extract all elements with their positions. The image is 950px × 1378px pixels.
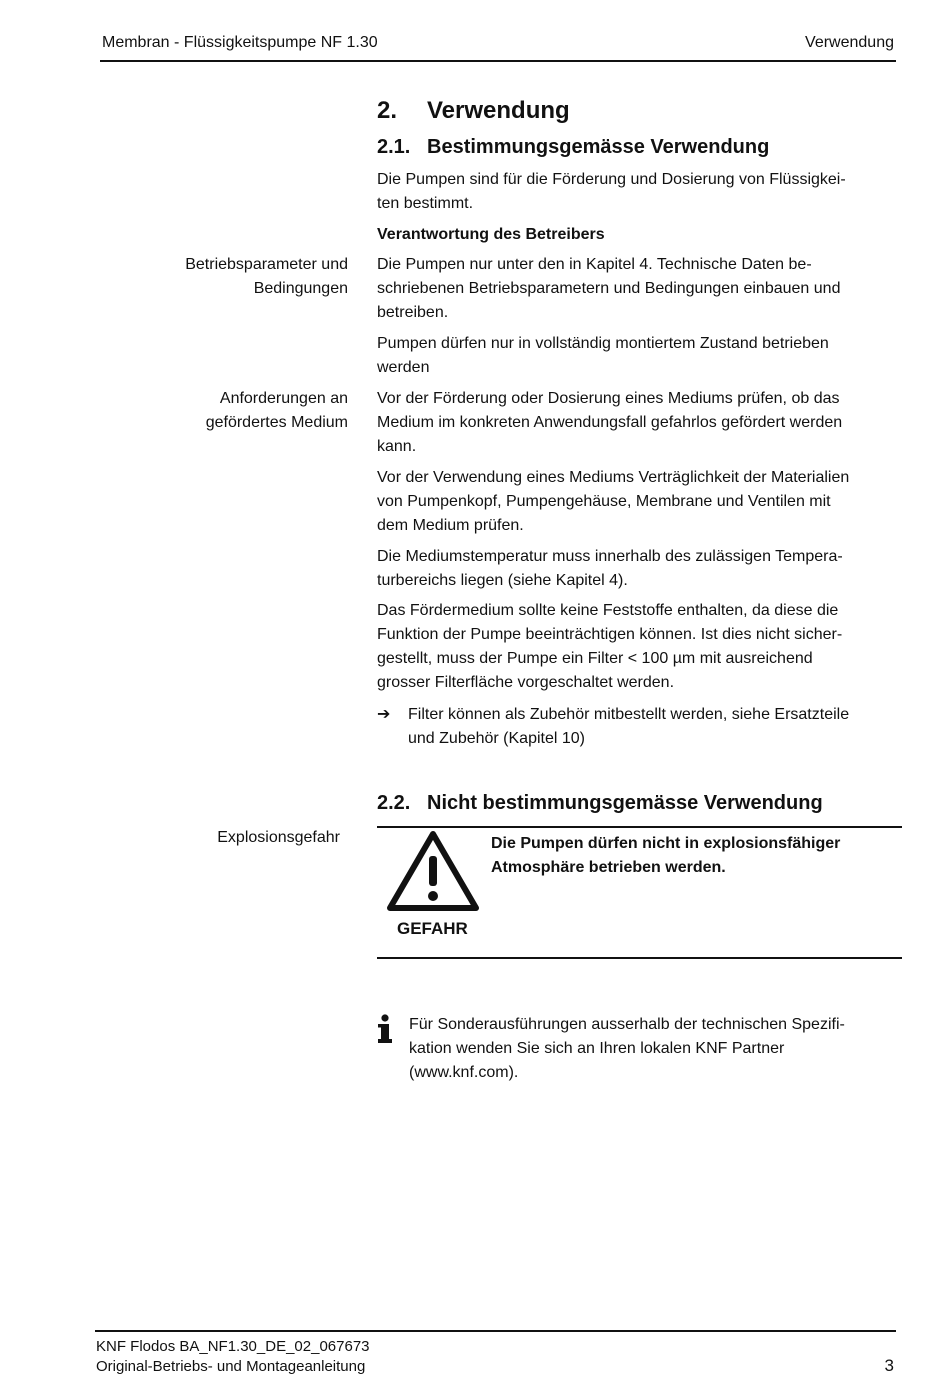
text-line: gefördertes Medium <box>205 414 348 431</box>
subsection-number: 2.2. <box>377 792 411 814</box>
text-line: Medium im konkreten Anwendungsfall gefahrlos gefördert werden <box>377 414 843 431</box>
footer-document-type: Original-Betriebs- und Montageanleitung <box>96 1358 366 1375</box>
text-line: Filter können als Zubehör mitbestellt werden, siehe Ersatzteile <box>408 706 850 723</box>
paragraph-solids-filter <box>377 599 897 695</box>
text-line: gestellt, muss der Pumpe ein Filter < 100 µm mit ausreichend <box>377 650 813 667</box>
warning-text <box>491 832 891 880</box>
operator-responsibility-heading: Verantwortung des Betreibers <box>377 226 605 243</box>
text-line: Vor der Förderung oder Dosierung eines Mediums prüfen, ob das <box>377 390 840 407</box>
text-line: schriebenen Betriebsparametern und Bedingungen einbauen und <box>377 280 841 297</box>
text-line: kann. <box>377 438 417 455</box>
text-line: ten bestimmt. <box>377 195 474 212</box>
page-header <box>100 32 896 62</box>
margin-label-explosion-hazard: Explosionsgefahr <box>217 829 340 846</box>
footer-rule <box>95 1330 896 1332</box>
paragraph-material-compatibility <box>377 466 897 538</box>
subsection-title: Nicht bestimmungsgemässe Verwendung <box>427 792 823 814</box>
warning-triangle-icon <box>386 830 480 912</box>
subsection-heading-2-1 <box>377 134 769 160</box>
text-line: von Pumpenkopf, Pumpengehäuse, Membrane und Ventilen mit <box>377 493 831 510</box>
text-line: Die Pumpen dürfen nicht in explosionsfähiger <box>491 835 841 852</box>
section-title: Verwendung <box>427 97 570 124</box>
info-text <box>409 1013 894 1085</box>
text-line: Bedingungen <box>253 280 348 297</box>
text-line: Die Pumpen sind für die Förderung und Dosierung von Flüssigkei- <box>377 171 846 188</box>
paragraph-operating-parameters <box>377 253 897 325</box>
subsection-heading-2-2 <box>377 790 823 816</box>
text-line: kation wenden Sie sich an Ihren lokalen KNF Partner <box>409 1040 785 1057</box>
text-line: Vor der Verwendung eines Mediums Verträglichkeit der Materialien <box>377 469 850 486</box>
danger-label: GEFAHR <box>397 919 468 938</box>
header-document-title: Membran - Flüssigkeitspumpe NF 1.30 <box>102 34 378 51</box>
text-line: betreiben. <box>377 304 449 321</box>
text-line: Funktion der Pumpe beeinträchtigen können. Ist dies nicht sicher- <box>377 626 843 643</box>
text-line: werden <box>377 359 430 376</box>
section-heading <box>377 96 570 126</box>
header-chapter-title: Verwendung <box>805 34 894 51</box>
text-line: Pumpen dürfen nur in vollständig montiertem Zustand betrieben <box>377 335 829 352</box>
subsection-title: Bestimmungsgemässe Verwendung <box>427 136 770 158</box>
margin-label-medium-requirements <box>150 387 348 435</box>
text-line: Atmosphäre betrieben werden. <box>491 859 726 876</box>
text-line: Für Sonderausführungen ausserhalb der technischen Spezifi- <box>409 1016 845 1033</box>
accessory-note-text <box>408 703 898 751</box>
text-line: grosser Filterfläche vorgeschaltet werden. <box>377 674 675 691</box>
section-number: 2. <box>377 97 398 124</box>
paragraph-temperature <box>377 545 897 593</box>
text-line: und Zubehör (Kapitel 10) <box>408 730 585 747</box>
text-line: Die Mediumstemperatur muss innerhalb des zulässigen Tempera- <box>377 548 843 565</box>
footer-document-id: KNF Flodos BA_NF1.30_DE_02_067673 <box>96 1338 370 1355</box>
arrow-right-icon: ➔ <box>377 706 391 723</box>
subsection-number: 2.1. <box>377 136 411 158</box>
text-line: Das Fördermedium sollte keine Feststoffe enthalten, da diese die <box>377 602 839 619</box>
text-line: Anforderungen an <box>219 390 348 407</box>
warning-top-rule <box>377 826 902 828</box>
warning-bottom-rule <box>377 957 902 959</box>
paragraph-purpose <box>377 168 897 216</box>
page-number: 3 <box>884 1356 894 1375</box>
info-icon <box>377 1014 393 1044</box>
paragraph-medium-check <box>377 387 897 459</box>
margin-label-operating-parameters <box>150 253 348 301</box>
text-line: turbereichs liegen (siehe Kapitel 4). <box>377 572 628 589</box>
paragraph-assembled-state <box>377 332 897 380</box>
text-line: (www.knf.com). <box>409 1064 519 1081</box>
text-line: Die Pumpen nur unter den in Kapitel 4. Technische Daten be- <box>377 256 812 273</box>
text-line: dem Medium prüfen. <box>377 517 524 534</box>
text-line: Betriebsparameter und <box>185 256 348 273</box>
